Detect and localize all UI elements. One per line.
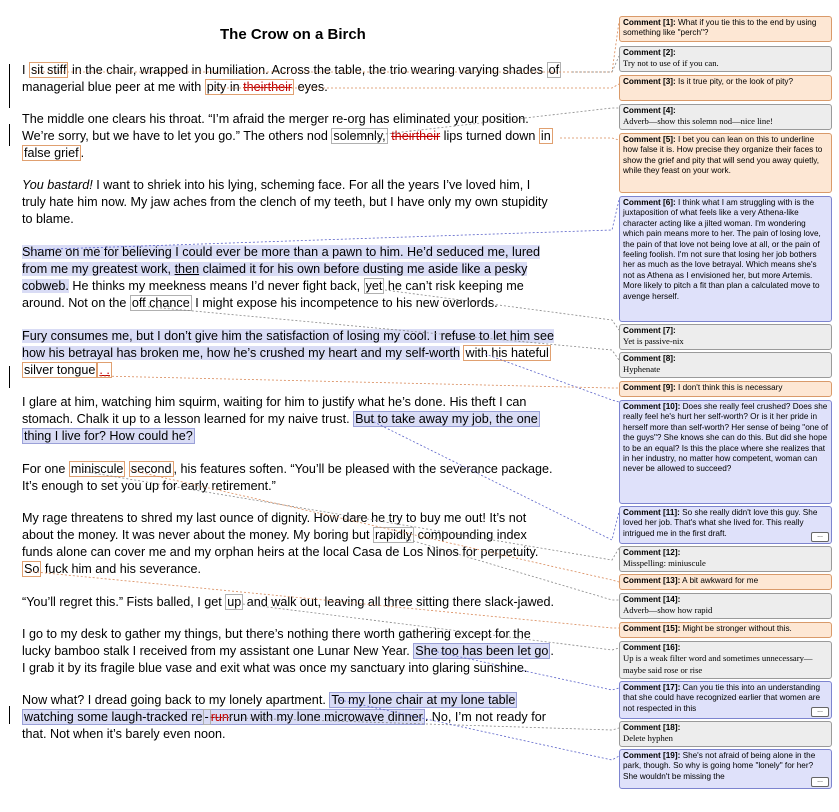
comment-balloon[interactable]: Comment [2]: Try not to use of if you can. — [619, 46, 832, 72]
text-line: Fury consumes me, but I don’t give him the satisfaction of losing my cool. I refuse to let him see — [22, 329, 554, 343]
text-line: funds alone can cover me and my orphan heirs at the local Casa de Los Ninos for perpetuity. — [22, 545, 539, 559]
comment-balloon[interactable]: Comment [15]: Might be stronger without this. — [619, 622, 832, 638]
commented-text[interactable]: up — [227, 595, 242, 609]
comment-balloon[interactable]: Comment [8]: Hyphenate — [619, 352, 832, 378]
text-line: cobweb. He thinks my meekness means I’d never fight back, yet he can’t risk keeping me — [22, 279, 524, 293]
document-title: The Crow on a Birch — [220, 26, 366, 43]
comment-balloon[interactable]: Comment [19]: She's not afraid of being alone in the park, though. So why is going home "lonely" for her? She wouldn't be missing the ... — [619, 749, 832, 789]
text-line: I grab it by its fragile blue vase and exit what was once my sanctuary into glaring sunshine. — [22, 661, 528, 675]
text-line: My rage threatens to shred my last ounce of dignity. How dare he try to buy me out! It’s not — [22, 511, 527, 525]
comment-balloon[interactable]: Comment [6]: I think what I am struggling with is the juxtaposition of what feels like a very Athena-like character acting like a jilted woman. I'm wondering which pain means more to her. The pain of losing love, the pain of that love not being love at all, or the pain of feeling foolish. I'm not sure that losing her job bothers her as much as the love betrayal. Which means she's not as Athena as I envisioned her, but more Artemis. More likely to pitch a fit than plan a calculated move to avenge herself. — [619, 196, 832, 322]
text-line: I glare at him, watching him squirm, waiting for him to justify what he’s done. His theft I can — [22, 395, 527, 409]
text-line: from me my greatest work, then claimed it for his own before dusting me aside like a pesky — [22, 262, 528, 276]
paragraph — [22, 394, 582, 445]
text-line: managerial blue peer at me with pity in theirtheir eyes. — [22, 80, 328, 94]
comment-balloon[interactable]: Comment [3]: Is it true pity, or the look of pity? — [619, 75, 832, 101]
commented-text[interactable]: yet — [365, 279, 383, 293]
paragraph — [22, 111, 582, 162]
paragraph — [22, 62, 582, 96]
commented-text[interactable]: with his hateful — [465, 346, 549, 360]
commented-text[interactable]: sit stiff — [31, 63, 67, 77]
text-line: “You’ll regret this.” Fists balled, I get up and walk out, leaving all three sitting there slack-jawed. — [22, 595, 555, 609]
commented-text[interactable]: second — [130, 462, 172, 476]
commented-text[interactable]: But to take away my job, the one — [355, 412, 538, 426]
text-line: I go to my desk to gather my things, but there’s nothing there worth gathering except for the — [22, 627, 531, 641]
paragraph — [22, 328, 582, 379]
paragraph — [22, 692, 582, 743]
change-bar — [9, 366, 10, 388]
text-line: The middle one clears his throat. “I’m afraid the merger re-org has eliminated your position. — [22, 112, 529, 126]
commented-text[interactable]: solemnly, — [333, 129, 386, 143]
text-line: truly hate him now. My jaw aches from the clench of my teeth, but I have only my own stupidity — [22, 195, 548, 209]
more-button[interactable]: ... — [811, 532, 829, 542]
commented-text[interactable]: false grief — [24, 146, 79, 160]
paragraph — [22, 594, 582, 611]
more-button[interactable]: ... — [811, 707, 829, 717]
paragraph — [22, 177, 582, 228]
commented-text[interactable]: thing I live for? How could he? — [24, 429, 193, 443]
text-line: You bastard! I want to shriek into his lying, scheming face. For all the years I’ve loved him, I — [22, 178, 531, 192]
commented-text[interactable]: She too has been let go — [415, 644, 549, 658]
comment-balloon[interactable]: Comment [11]: So she really didn't love this guy. She loved her job. That's what she lived for. This really intrigued me in the first draft. ... — [619, 506, 832, 544]
comment-balloon[interactable]: Comment [7]: Yet is passive-nix — [619, 324, 832, 350]
commented-text[interactable]: rapidly — [374, 528, 413, 542]
commented-text[interactable]: watching some laugh-tracked re - runrun with my lone microwave dinner — [24, 710, 423, 724]
change-bar — [9, 64, 10, 108]
text-line: Shame on me for believing I could ever be more than a pawn to him. He’d seduced me, lured — [22, 245, 541, 259]
commented-text[interactable]: pity in theirtheir — [206, 80, 293, 94]
comment-balloon[interactable]: Comment [5]: I bet you can lean on this to underline how false it is. How precise they organize their faces to show the grief and pity that will send you away quietly, while they feast on your work. — [619, 133, 832, 193]
commented-text[interactable]: of — [548, 63, 560, 77]
comment-balloon[interactable]: Comment [12]: Misspelling: miniuscule — [619, 546, 832, 572]
comment-balloon[interactable]: Comment [17]: Can you tie this into an understanding that she could have recognized earlier that women are not respected in this ... — [619, 681, 832, 719]
commented-text[interactable]: silver tongue — [24, 363, 96, 377]
text-line: about the money. It was never about the money. My boring but rapidly compounding index — [22, 528, 527, 542]
change-bar — [9, 124, 10, 146]
text-line — [22, 362, 582, 379]
paragraph — [22, 461, 582, 495]
commented-text[interactable]: . . — [99, 363, 110, 377]
text-line: false grief . — [24, 146, 85, 160]
text-line: lucky bamboo stalk I received from my assistant one Lunar New Year. She too has been let go . — [22, 644, 554, 658]
text-line: around. Not on the off chance I might expose his incompetence to his new overlords. — [22, 296, 498, 310]
text-line: It’s enough to set you up for early retirement.” — [22, 479, 276, 493]
commented-text[interactable]: in — [540, 129, 551, 143]
comment-balloon[interactable]: Comment [4]: Adverb—show this solemn nod—nice line! — [619, 104, 832, 130]
comment-balloon[interactable]: Comment [10]: Does she really feel crushed? Does she really feel he's hurt her self-worth? Or is it her pride in herself more than self-worth? Her sense of being "one of the guys"? She knows she can do this. But did she hope to be an equal? Is this the place where she realizes that in her industry, no matter how competent, woman can never be allowed to succeed? — [619, 400, 832, 504]
comment-balloon[interactable]: Comment [13]: A bit awkward for me — [619, 574, 832, 590]
comment-balloon[interactable]: Comment [18]: Delete hyphen — [619, 721, 832, 747]
text-line — [22, 428, 582, 445]
comment-balloon[interactable]: Comment [1]: What if you tie this to the end by using something like "perch"? — [619, 16, 832, 42]
paragraph — [22, 244, 582, 312]
text-line: watching some laugh-tracked re - runrun with my lone microwave dinner . No, I’m not ready for — [24, 710, 546, 724]
text-line: I sit stiff in the chair, wrapped in humiliation. Across the table, the trio wearing varying shades of — [22, 63, 560, 77]
comment-balloon[interactable]: Comment [14]: Adverb—show how rapid — [619, 593, 832, 619]
text-line: stomach. Chalk it up to a lesson learned for my naive trust. But to take away my job, the one — [22, 412, 538, 426]
text-line: For one miniscule second , his features soften. “You’ll be pleased with the severance package. — [22, 462, 553, 476]
text-line: that. Not when it’s barely even noon. — [22, 727, 226, 741]
paragraph — [22, 510, 582, 578]
change-bar — [9, 706, 10, 724]
commented-text[interactable]: To my lone chair at my lone table — [331, 693, 516, 707]
text-line: So fuck him and his severance. — [24, 562, 202, 576]
paragraph — [22, 626, 582, 677]
commented-text[interactable]: off chance — [131, 296, 190, 310]
comment-balloon[interactable]: Comment [16]: Up is a weak filter word and sometimes unnecessary—maybe said rose or rise — [619, 641, 832, 679]
commented-text[interactable]: So — [24, 562, 40, 576]
text-line: to blame. — [22, 212, 74, 226]
comment-balloon[interactable]: Comment [9]: I don't think this is necessary — [619, 381, 832, 397]
text-line: how his betrayal has broken me, how he’s crushed my heart and my self-worth with his hateful — [22, 346, 549, 360]
text-line: Now what? I dread going back to my lonely apartment. To my lone chair at my lone table — [22, 693, 516, 707]
text-line: We’re sorry, but we have to let you go.” The others nod solemnly, theirtheir lips turned down in — [22, 129, 551, 143]
more-button[interactable]: ... — [811, 777, 829, 787]
commented-text[interactable]: miniscule — [70, 462, 124, 476]
